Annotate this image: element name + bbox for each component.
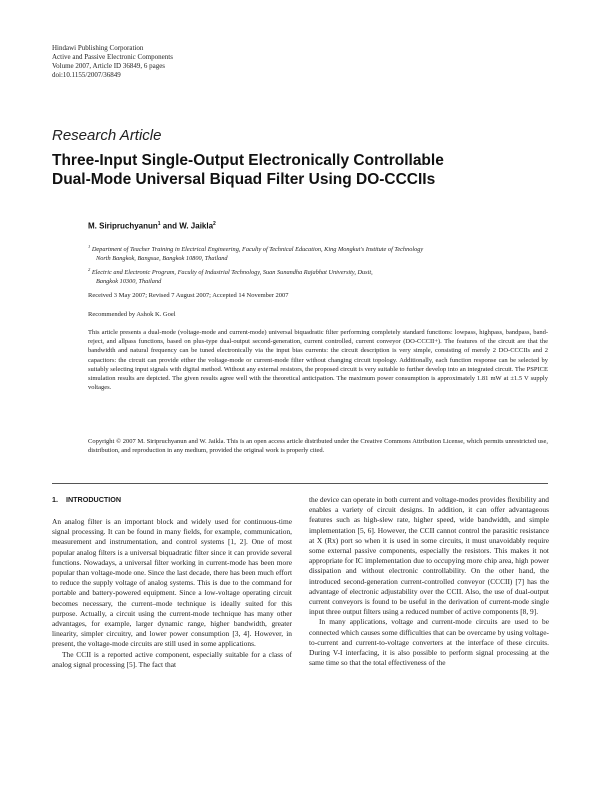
body-paragraph: The CCII is a reported active component, especially suitable for a class of analog signal processing [5]. The fact that	[52, 649, 292, 669]
body-paragraph: the device can operate in both current and voltage-modes provides flexibility and enables a variety of circuit designs. In addition, it can offer advantageous features such as high-slew rate, higher speed, wide bandwidth, and simple implementation [5, 6]. However, the CCII cannot control the parasitic resistance at X (Rx) port so when it is used in some circuits, it must unavoidably require some external passive components, especially the resistors. This makes it not appropriate for IC implementation due to occupying more chip area, high power dissipation and without electronic controllability. On the other hand, the introduced second-generation current-controlled conveyor (CCCII) [7] has the advantage of electronic adjustability over the CCII. Also, the use of dual-output current conveyors is found to be useful in the derivation of current-mode single input three output filters using a reduced number of active components [8, 9].	[309, 495, 549, 617]
title-line-1: Three-Input Single-Output Electronically Controllable	[52, 152, 444, 169]
author-name: W. Jaikla	[179, 221, 214, 231]
affiliation-1	[88, 242, 548, 263]
section-divider	[52, 483, 548, 484]
author-name: M. Siripruchyanun	[88, 221, 158, 231]
section-heading: 1. INTRODUCTION	[52, 495, 122, 504]
affiliation-text: North Bangkok, Bangsue, Bangkok 10800, Thailand	[96, 255, 228, 263]
publisher-line: Hindawi Publishing Corporation	[52, 44, 144, 52]
author-separator: and	[160, 221, 180, 231]
body-paragraph: An analog filter is an important block and widely used for continuous-time signal processing. It can be found in many fields, for example, communication, measurement and instrumentation, and control systems [1, 2]. One of most popular analog filters is a universal biquadratic filter since it can provide several functions. Nowadays, a universal filter working in current-mode has been more popular than voltage-mode one. Since the last decade, there has been much effort to reduce the supply voltage of analog systems. This is due to the command for portable and battery-powered equipment. Since a low-voltage operating circuit becomes necessary, the current–mode technique is ideally suited for this purpose. Actually, a circuit using the current-mode technique has many other advantages, for example, larger dynamic range, higher bandwidth, greater linearity, simpler circuitry, and lower power consumption [3, 4]. However, in present, the voltage-mode circuits are still used in some applications.	[52, 517, 292, 649]
article-type: Research Article	[52, 127, 162, 144]
author-list	[88, 221, 216, 231]
affiliation-marker: 2	[213, 221, 216, 227]
affiliation-marker: 2	[88, 267, 91, 272]
affiliation-text: Department of Teacher Training in Electrical Engineering, Faculty of Technical Education, King Mongkut's Institute of Technology	[91, 246, 424, 254]
affiliation-text: Bangkok 10300, Thailand	[96, 278, 162, 286]
submission-dates: Received 3 May 2007; Revised 7 August 2007; Accepted 14 November 2007	[88, 292, 289, 299]
copyright-notice: Copyright © 2007 M. Siripruchyanun and W. Jaikla. This is an open access article distributed under the Creative Commons Attribution License, which permits unrestricted use, distribution, and reproduction in any medium, provided the original work is properly cited.	[88, 438, 548, 455]
abstract: This article presents a dual-mode (voltage-mode and current-mode) universal biquadratic filter performing completely standard functions: lowpass, highpass, bandpass, band-reject, and allpass functions, based on plus-type dual-output second-generation, current controlled, current conveyor (DO-CCCII+). The features of the circuit are that the bandwidth and natural frequency can be tuned electronically via the input bias currents: the circuit description is very simple, consisting of merely 2 DO-CCCIIs and 2 capacitors: the circuit can provide either the voltage-mode or current-mode filter without changing circuit topology. Additionally, each function response can be selected by suitably selecting input signals with digital method. Without any external resistors, the proposed circuit is very suitable to further develop into an integrated circuit. The PSPICE simulation results are depicted. The given results agree well with the theoretical anticipation. The maximum power consumption is approximately 1.81 mW at ±1.5 V supply voltages.	[88, 329, 548, 392]
body-column-right	[309, 495, 549, 668]
title-line-2: Dual-Mode Universal Biquad Filter Using DO-CCCIIs	[52, 171, 436, 188]
doi-line: doi:10.1155/2007/36849	[52, 71, 121, 79]
body-column-left	[52, 517, 292, 670]
journal-header	[52, 44, 173, 80]
recommended-by: Recommended by Ashok K. Goel	[88, 311, 176, 318]
journal-line: Active and Passive Electronic Components	[52, 53, 173, 61]
affiliation-marker: 1	[88, 244, 91, 249]
affiliation-2	[88, 265, 548, 286]
affiliation-marker: 1	[157, 221, 161, 227]
paper-title	[52, 151, 552, 189]
affiliation-text: Electric and Electronic Program, Faculty of Industrial Technology, Suan Sunandha Rajabhat University, Dusit,	[91, 269, 373, 277]
body-paragraph: In many applications, voltage and current-mode circuits are used to be connected which causes some difficulties that can be overcame by using voltage-to-current and current-to-voltage converters at the interface of these circuits. During V-I interfacing, it is also possible to perform signal processing at the same time so that the total effectiveness of the	[309, 617, 549, 668]
volume-line: Volume 2007, Article ID 36849, 6 pages	[52, 62, 166, 70]
